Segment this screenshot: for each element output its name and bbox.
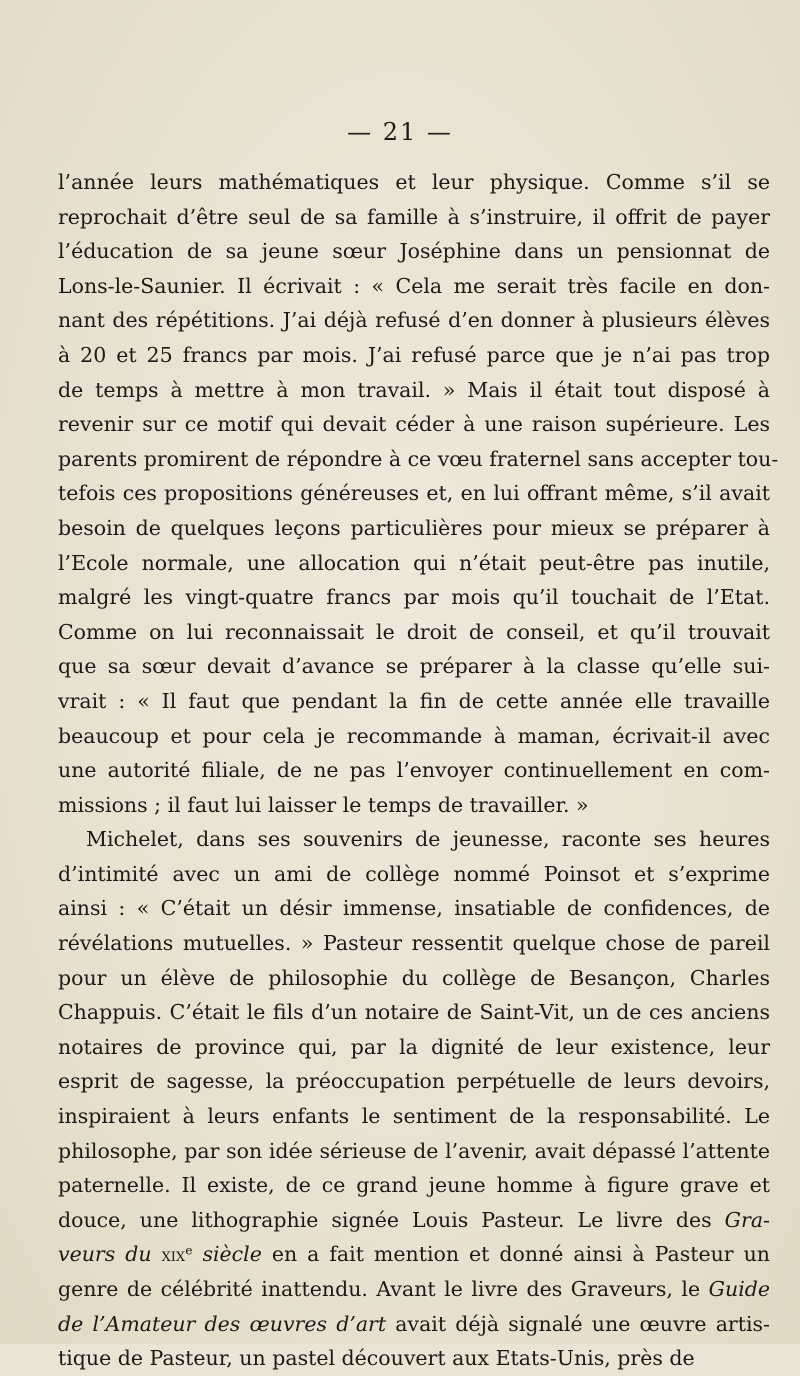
text-line: que sa sœur devait d’avance se préparer à la classe qu’elle sui- (58, 654, 770, 679)
italic-title: Gra- (724, 1207, 770, 1232)
text-line: d’intimité avec un ami de collège nommé Poinsot et s’exprime (58, 861, 770, 886)
superscript: e (185, 1243, 193, 1258)
text-line: Chappuis. C’était le fils d’un notaire de Saint-Vit, un de ces anciens (58, 1000, 770, 1025)
italic-title: Guide (708, 1277, 770, 1301)
text-line: révélations mutuelles. » Pasteur ressentit quelque chose de pareil (58, 931, 770, 956)
text-line: vrait : « Il faut que pendant la fin de cette année elle travaille (58, 688, 770, 713)
text-segment: avait déjà signalé une œuvre artis- (395, 1311, 770, 1336)
text-line: esprit de sagesse, la préoccupation perpétuelle de leurs devoirs, (58, 1069, 770, 1094)
text-line-mixed (58, 1307, 770, 1342)
text-line: missions ; il faut lui laisser le temps de travailler. » (58, 792, 589, 817)
text-line: nant des répétitions. J’ai déjà refusé d’en donner à plusieurs élèves (58, 308, 770, 333)
text-line: Comme on lui reconnaissait le droit de conseil, et qu’il trouvait (58, 619, 770, 644)
text-line-mixed (58, 1237, 770, 1272)
text-line-mixed (58, 1203, 770, 1238)
roman-numeral: xix (161, 1245, 186, 1267)
text-line: tique de Pasteur, un pastel découvert aux Etats-Unis, près de (58, 1346, 695, 1371)
text-line: revenir sur ce motif qui devait céder à une raison supérieure. Les (58, 412, 770, 437)
text-line: une autorité filiale, de ne pas l’envoyer continuellement en com- (58, 758, 770, 783)
italic-title: siècle (202, 1242, 262, 1267)
text-segment: en a fait mention et donné ainsi à Pasteur un (261, 1242, 770, 1267)
text-line-mixed (58, 1272, 770, 1307)
body-text (58, 165, 779, 1376)
text-line: à 20 et 25 francs par mois. J’ai refusé parce que je n’ai pas trop (58, 342, 770, 367)
italic-title: de l’Amateur des œuvres d’art (58, 1311, 387, 1336)
text-line: l’Ecole normale, une allocation qui n’était peut-être pas inutile, (58, 550, 770, 575)
text-line: inspiraient à leurs enfants le sentiment de la responsabilité. Le (58, 1104, 770, 1129)
text-line: ainsi : « C’était un désir immense, insatiable de confidences, de (58, 896, 770, 921)
text-line: paternelle. Il existe, de ce grand jeune homme à figure grave et (58, 1173, 770, 1198)
text-line: Lons-le-Saunier. Il écrivait : « Cela me serait très facile en don- (58, 273, 770, 298)
text-line: notaires de province qui, par la dignité de leur existence, leur (58, 1034, 770, 1059)
text-line: besoin de quelques leçons particulières pour mieux se préparer à (58, 515, 770, 540)
text-segment: genre de célébrité inattendu. Avant le livre des Graveurs, le (58, 1277, 701, 1301)
text-line: reprochait d’être seul de sa famille à s’instruire, il offrit de payer (58, 204, 770, 229)
text-line: de temps à mettre à mon travail. » Mais il était tout disposé à (58, 377, 770, 402)
text-line: malgré les vingt-quatre francs par mois qu’il touchait de l’Etat. (58, 585, 770, 610)
italic-title: veurs du (58, 1242, 152, 1267)
text-line: pour un élève de philosophie du collège de Besançon, Charles (58, 965, 770, 990)
text-line: Michelet, dans ses souvenirs de jeunesse, raconte ses heures (86, 827, 770, 852)
text-line: l’année leurs mathématiques et leur physique. Comme s’il se (58, 170, 770, 194)
text-line: l’éducation de sa jeune sœur Joséphine dans un pensionnat de (58, 239, 770, 264)
page-number: — 21 — (347, 118, 453, 146)
text-line: parents promirent de répondre à ce vœu fraternel sans accepter tou- (58, 446, 779, 471)
text-segment: douce, une lithographie signée Louis Pasteur. Le livre des (58, 1207, 712, 1232)
text-line: philosophe, par son idée sérieuse de l’avenir, avait dépassé l’attente (58, 1138, 770, 1163)
text-line: beaucoup et pour cela je recommande à maman, écrivait-il avec (58, 723, 770, 748)
text-line: tefois ces propositions généreuses et, en lui offrant même, s’il avait (58, 481, 770, 506)
